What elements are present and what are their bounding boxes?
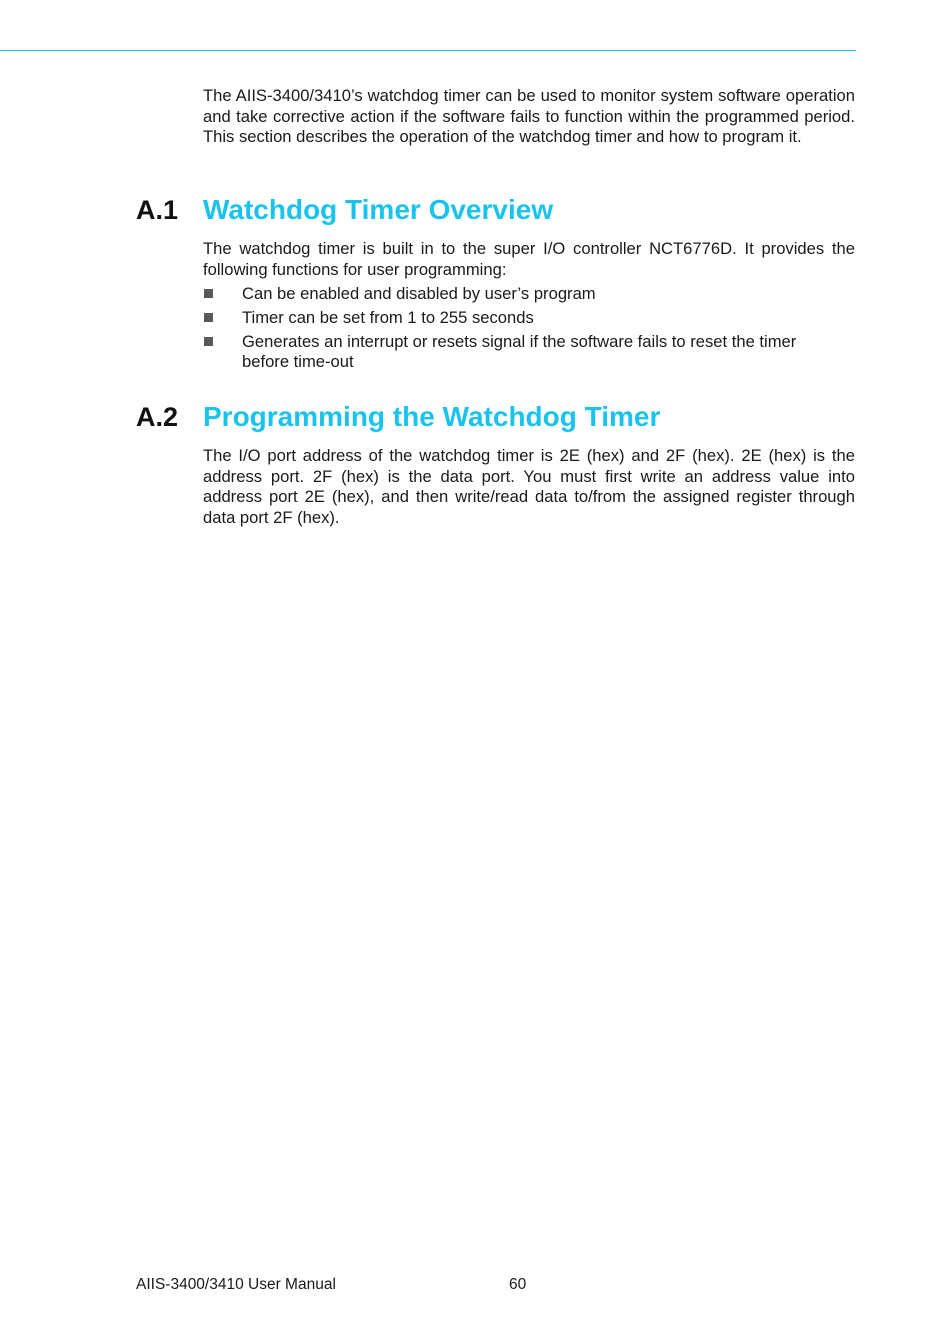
section-title: Watchdog Timer Overview <box>203 194 554 225</box>
section-title: Programming the Watchdog Timer <box>203 401 661 432</box>
list-item <box>203 308 855 329</box>
feature-list <box>203 284 855 376</box>
square-bullet-icon <box>204 313 213 322</box>
section-heading-a2 <box>136 397 660 437</box>
list-item-text: Can be enabled and disabled by user’s program <box>242 284 596 303</box>
section-number: A.2 <box>136 401 179 432</box>
list-item-text: Timer can be set from 1 to 255 seconds <box>242 307 534 327</box>
intro-paragraph: The AIIS-3400/3410’s watchdog timer can be used to monitor system software operation and take corrective action if the software fails to function within the programmed period. This section describes the operation of the watchdog timer and how to program it. <box>203 86 855 147</box>
list-item <box>203 284 855 305</box>
square-bullet-icon <box>204 337 213 346</box>
page-number: 60 <box>509 1276 527 1293</box>
section-heading-a1 <box>136 190 553 230</box>
section-paragraph: The watchdog timer is built in to the super I/O controller NCT6776D. It provides the following functions for user programming: <box>203 239 855 279</box>
list-item <box>203 332 855 373</box>
section-number: A.1 <box>136 194 179 225</box>
footer-manual-title: AIIS-3400/3410 User Manual <box>136 1276 336 1293</box>
section-paragraph: The I/O port address of the watchdog timer is 2E (hex) and 2F (hex). 2E (hex) is the address port. 2F (hex) is the data port. You must first write an address value into address port 2E (hex), and then write/read data to/from the assigned register through data port 2F (hex). <box>203 446 855 527</box>
square-bullet-icon <box>204 289 213 298</box>
list-item-text: Generates an interrupt or resets signal if the software fails to reset the timer before time-out <box>242 331 797 372</box>
header-rule <box>0 50 856 51</box>
